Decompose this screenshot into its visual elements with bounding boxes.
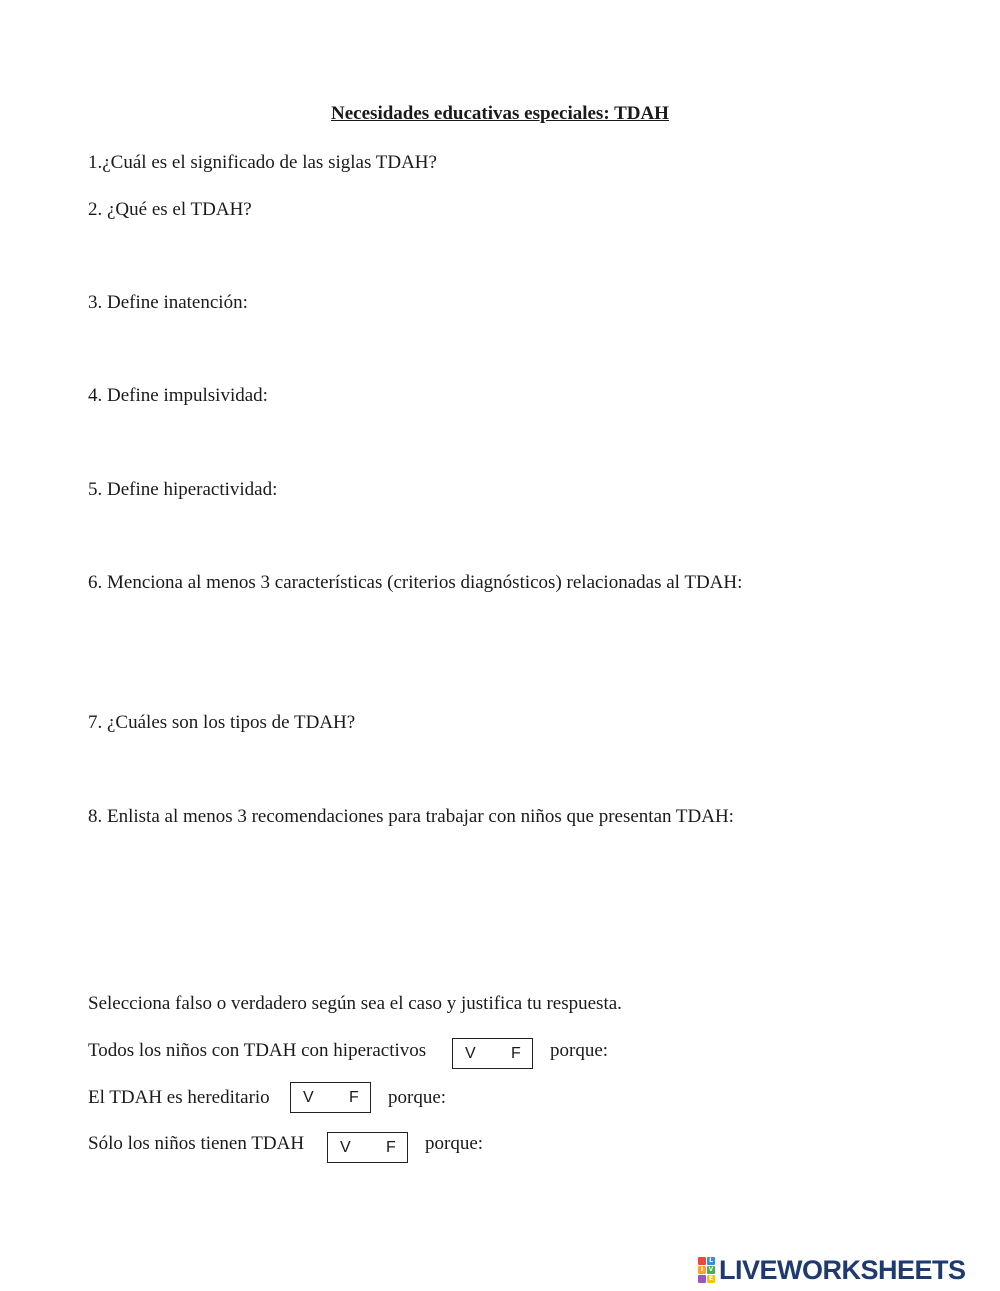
tf-statement-2: El TDAH es hereditario <box>88 1087 270 1108</box>
answer-area-7[interactable] <box>88 741 908 801</box>
tf-statement-1: Todos los niños con TDAH con hiperactivos <box>88 1040 427 1061</box>
answer-area-3[interactable] <box>88 321 908 381</box>
logo-letter-i: I <box>698 1266 706 1274</box>
answer-area-5[interactable] <box>88 508 908 568</box>
tf-true-option-1[interactable]: V <box>465 1045 476 1062</box>
tf-justification-3[interactable] <box>495 1129 910 1163</box>
tf-porque-2: porque: <box>388 1087 447 1108</box>
question-2: 2. ¿Qué es el TDAH? <box>88 199 252 220</box>
answer-area-6[interactable] <box>88 601 908 706</box>
tf-porque-3: porque: <box>425 1133 484 1154</box>
tf-choice-box-3 <box>327 1132 408 1163</box>
answer-area-8[interactable] <box>88 835 908 985</box>
tf-justification-2[interactable] <box>458 1083 910 1117</box>
question-5: 5. Define hiperactividad: <box>88 479 278 500</box>
answer-area-2[interactable] <box>88 228 908 288</box>
tf-choice-box-2 <box>290 1082 371 1113</box>
tf-justification-1[interactable] <box>620 1036 910 1070</box>
tf-choice-box-1 <box>452 1038 533 1069</box>
tf-true-option-2[interactable]: V <box>303 1089 314 1106</box>
tf-true-option-3[interactable]: V <box>340 1139 351 1156</box>
liveworksheets-logo-text: LIVEWORKSHEETS <box>719 1254 966 1285</box>
question-7: 7. ¿Cuáles son los tipos de TDAH? <box>88 712 356 733</box>
question-8: 8. Enlista al menos 3 recomendaciones para trabajar con niños que presentan TDAH: <box>88 806 734 827</box>
question-3: 3. Define inatención: <box>88 292 248 313</box>
question-6: 6. Menciona al menos 3 características (criterios diagnósticos) relacionadas al TDAH: <box>88 572 743 593</box>
logo-letter-v: V <box>708 1266 714 1273</box>
question-1: 1.¿Cuál es el significado de las siglas TDAH? <box>88 152 437 173</box>
logo-block-icon <box>698 1275 706 1283</box>
tf-porque-1: porque: <box>550 1040 609 1061</box>
liveworksheets-logo <box>698 1255 966 1285</box>
logo-letter-e: E <box>708 1275 714 1282</box>
liveworksheets-logo-icon <box>698 1257 715 1283</box>
question-4: 4. Define impulsividad: <box>88 385 268 406</box>
logo-letter-l: L <box>707 1257 715 1265</box>
worksheet-title: Necesidades educativas especiales: TDAH <box>331 103 669 124</box>
tf-false-option-1[interactable]: F <box>511 1045 521 1062</box>
tf-false-option-2[interactable]: F <box>349 1089 359 1106</box>
tf-instruction: Selecciona falso o verdadero según sea el caso y justifica tu respuesta. <box>88 993 622 1014</box>
tf-statement-3: Sólo los niños tienen TDAH <box>88 1133 305 1154</box>
logo-block-icon <box>698 1257 706 1265</box>
tf-false-option-3[interactable]: F <box>386 1139 396 1156</box>
answer-area-4[interactable] <box>88 414 908 474</box>
